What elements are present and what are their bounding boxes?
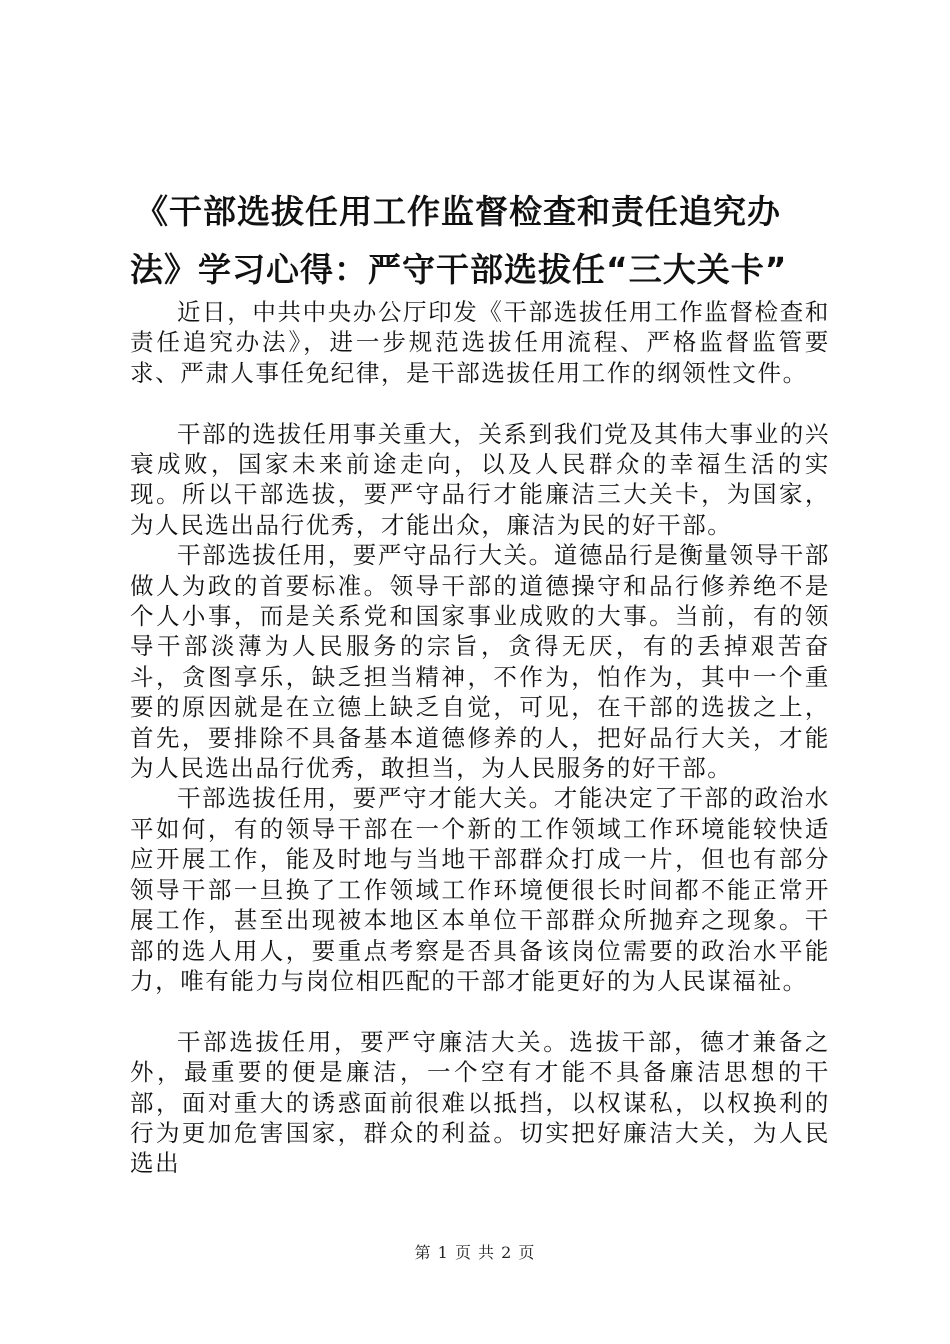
title-line-2: 法》学习心得：严守干部选拔任“三大关卡” (130, 250, 788, 289)
paragraph-ability: 干部选拔任用，要严守才能大关。才能决定了干部的政治水平如何，有的领导干部在一个新的工作领域工作环境能较快适应开展工作，能及时地与当地干部群众打成一片，但也有部分领导干部一旦换了工作领域工作环境便很长时间都不能正常开展工作，甚至出现被本地区本单位干部群众所抛弃之现象。干部的选人用人，要重点考察是否具备该岗位需要的政治水平能力，唯有能力与岗位相匹配的干部才能更好的为人民谋福祉。 (130, 784, 830, 995)
paragraph-character: 干部选拔任用，要严守品行大关。道德品行是衡量领导干部做人为政的首要标准。领导干部的道德操守和品行修养绝不是个人小事，而是关系党和国家事业成败的大事。当前，有的领导干部淡薄为人民服务的宗旨，贪得无厌，有的丢掉艰苦奋斗，贪图享乐，缺乏担当精神，不作为，怕作为，其中一个重要的原因就是在立德上缺乏自觉，可见，在干部的选拔之上，首先，要排除不具备基本道德修养的人，把好品行大关，才能为人民选出品行优秀，敢担当，为人民服务的好干部。 (130, 541, 830, 783)
paragraph-overview: 干部的选拔任用事关重大，关系到我们党及其伟大事业的兴衰成败，国家未来前途走向，以及人民群众的幸福生活的实现。所以干部选拔，要严守品行才能廉洁三大关卡，为国家，为人民选出品行优秀，才能出众，廉洁为民的好干部。 (130, 419, 830, 539)
title-line-1: 《干部选拔任用工作监督检查和责任追究办 (135, 192, 781, 231)
document-title (120, 183, 840, 299)
document-body (130, 297, 830, 1179)
paragraph-intro: 近日，中共中央办公厅印发《干部选拔任用工作监督检查和责任追究办法》，进一步规范选拔任用流程、严格监督监管要求、严肃人事任免纪律，是干部选拔任用工作的纲领性文件。 (130, 298, 830, 387)
page-footer: 第 1 页 共 2 页 (414, 1243, 536, 1262)
paragraph-integrity: 干部选拔任用，要严守廉洁大关。选拔干部，德才兼备之外，最重要的便是廉洁，一个空有才能不具备廉洁思想的干部，面对重大的诱惑面前很难以抵挡，以权谋私，以权换利的行为更加危害国家，群众的利益。切实把好廉洁大关，为人民选出 (130, 1027, 830, 1178)
